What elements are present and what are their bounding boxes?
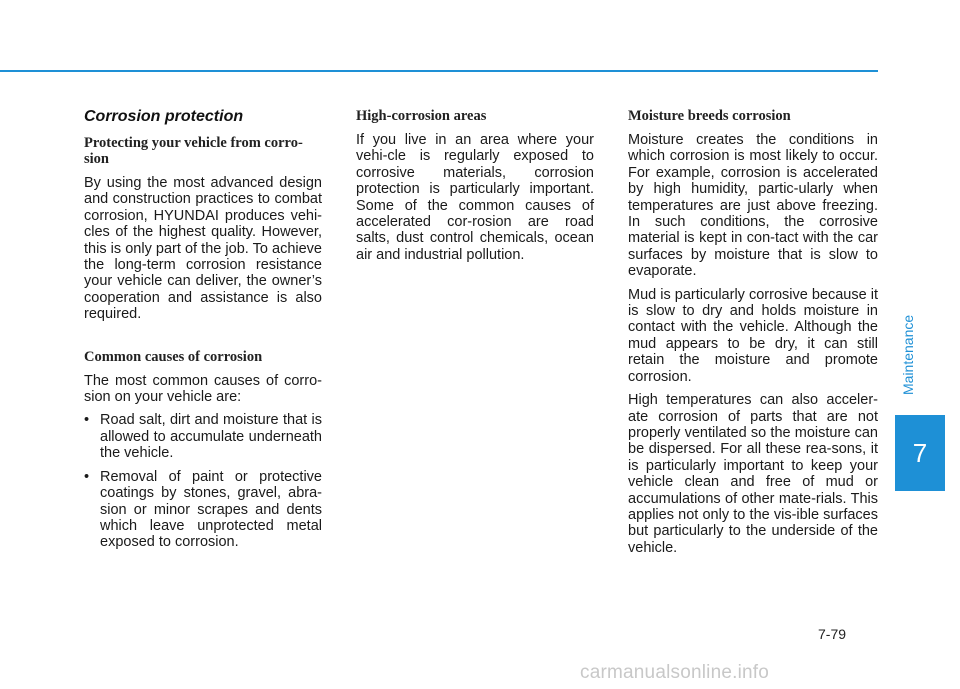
page-number: 7-79 <box>818 626 847 642</box>
chapter-label: Maintenance <box>900 314 916 395</box>
list-item <box>84 412 322 461</box>
causes-list <box>84 412 322 550</box>
header-rule <box>0 70 878 72</box>
column-right <box>628 108 878 563</box>
subheading-protecting: Protecting your vehicle from corro-sion <box>84 135 303 167</box>
bullet-icon: • <box>84 468 90 485</box>
paragraph-common-causes: The most common causes of corro-sion on your vehicle are: <box>84 372 322 406</box>
watermark: carmanualsonline.info <box>580 662 770 683</box>
column-left <box>84 108 322 558</box>
list-item <box>84 469 322 551</box>
paragraph-moisture-2: Mud is particularly corrosive because it is slow to dry and holds moisture in contact with the vehicle. Although the mud appears to be dry, it can still retain the moisture and promote corrosion. <box>628 286 878 385</box>
paragraph-protecting: By using the most advanced design and construction practices to combat corrosion, HYUNDAI produces vehi-cles of the highest quality. However, this is only part of the job. To achieve the long-term corrosion resistance your vehicle can deliver, the owner’s cooperation and assistance is also required. <box>84 175 322 323</box>
subheading-high-corrosion: High-corrosion areas <box>356 108 487 124</box>
paragraph-high-corrosion: If you live in an area where your vehi-cle is regularly exposed to corrosive materials, corrosion protection is particularly important. Some of the common causes of accelerated cor-rosion are road salts, dust control chemicals, ocean air and industrial pollution. <box>356 132 594 263</box>
bullet-icon: • <box>84 412 90 429</box>
paragraph-moisture-1: Moisture creates the conditions in which corrosion is most likely to occur. For example, corrosion is accelerated by high humidity, partic-ularly when temperatures are just above freezing. In such conditions, the corrosive material is kept in con-tact with the car surfaces by moisture that is slow to evaporate. <box>628 132 878 280</box>
subheading-common-causes: Common causes of corrosion <box>84 348 263 365</box>
column-middle <box>356 108 594 270</box>
paragraph-moisture-3: High temperatures can also acceler-ate corrosion of parts that are not properly ventilated so the moisture can be dispersed. For all these rea-sons, it is particularly important to keep your vehicle clean and free of mud or accumulations of other mate-rials. This applies not only to the vis-ible surfaces but particularly to the underside of the vehicle. <box>628 392 878 556</box>
chapter-number-badge <box>895 415 945 491</box>
chapter-number: 7 <box>912 437 928 468</box>
subheading-moisture: Moisture breeds corrosion <box>628 108 791 124</box>
list-item-text: Removal of paint or protective coatings by stones, gravel, abra-sion or minor scrapes and dents which leave unprotected metal exposed to corrosion. <box>100 468 322 551</box>
section-title: Corrosion protection <box>84 108 244 125</box>
list-item-text: Road salt, dirt and moisture that is allowed to accumulate underneath the vehicle. <box>100 412 322 462</box>
